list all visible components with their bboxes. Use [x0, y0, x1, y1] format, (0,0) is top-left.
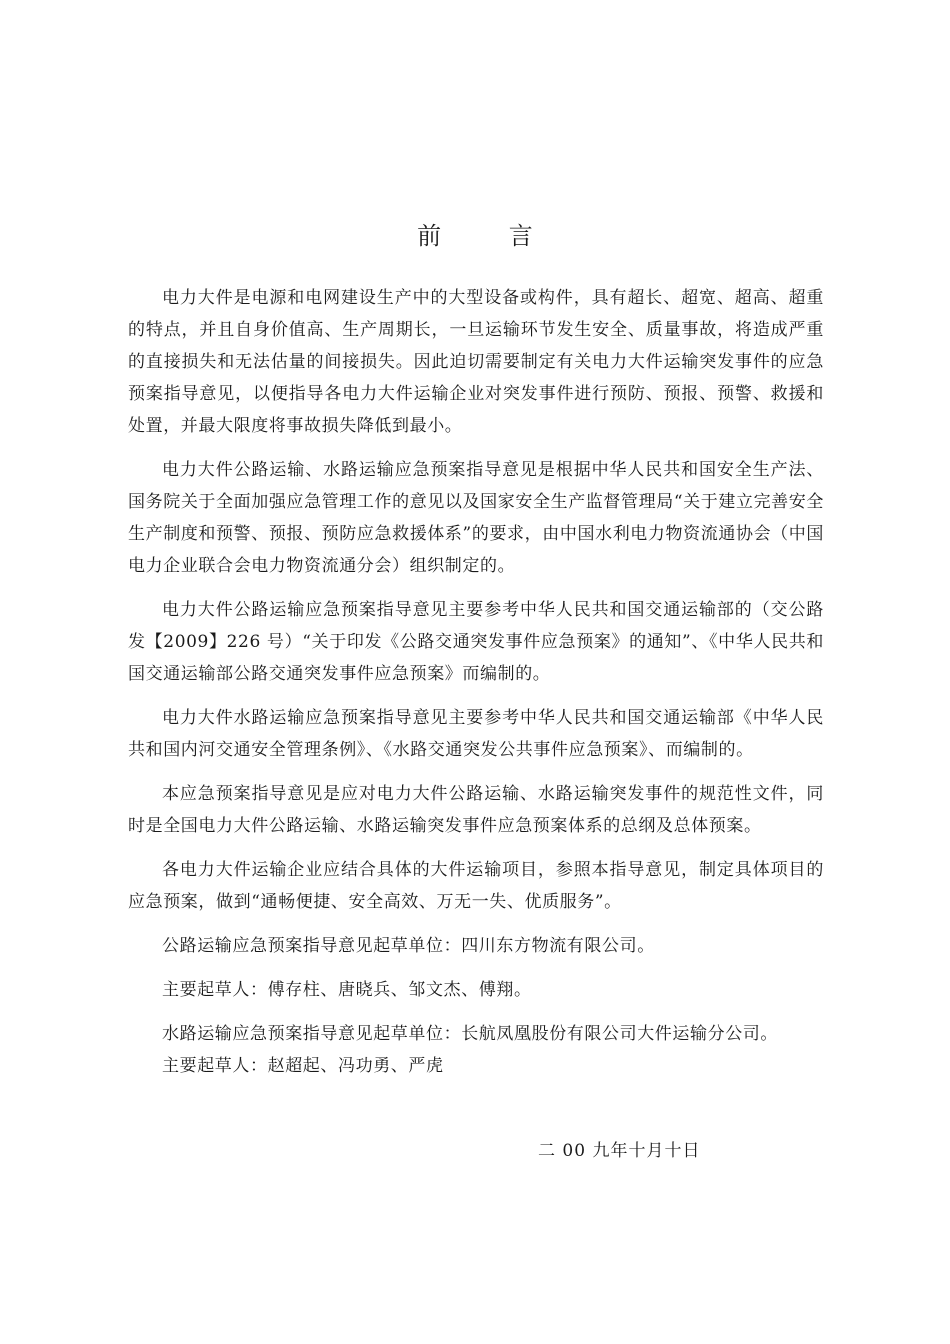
paragraph-intro: 电力大件是电源和电网建设生产中的大型设备或构件，具有超长、超宽、超高、超重的特点，并且自身价值高、生产周期长，一旦运输环节发生安全、质量事故，将造成严重的直接损失和无法估量的间接损失。因此迫切需要制定有关电力大件运输突发事件的应急预案指导意见，以便指导各电力大件运输企业对突发事件进行预防、预报、预警、救援和处置，并最大限度将事故损失降低到最小。 [128, 288, 824, 436]
page-title: 前 言 [417, 222, 563, 250]
paragraph-requirement: 各电力大件运输企业应结合具体的大件运输项目，参照本指导意见，制定具体项目的应急预案，做到“通畅便捷、安全高效、万无一失、优质服务”。 [128, 860, 824, 912]
paragraph-water-drafter-unit: 水路运输应急预案指导意见起草单位：长航凤凰股份有限公司大件运输分公司。 [162, 1024, 778, 1044]
paragraph-basis: 电力大件公路运输、水路运输应急预案指导意见是根据中华人民共和国安全生产法、国务院关于全面加强应急管理工作的意见以及国家安全生产监督管理局“关于建立完善安全生产制度和预警、预报、预防应急救援体系”的要求，由中国水利电力物资流通协会（中国电力企业联合会电力物资流通分会）组织制定的。 [128, 460, 824, 576]
paragraph-road-drafter-unit: 公路运输应急预案指导意见起草单位：四川东方物流有限公司。 [162, 936, 655, 956]
paragraph-road-reference: 电力大件公路运输应急预案指导意见主要参考中华人民共和国交通运输部的（交公路发【2009】226 号）“关于印发《公路交通突发事件应急预案》的通知”、《中华人民共和国交通运输部公路交通突发事件应急预案》而编制的。 [128, 600, 824, 684]
document-date: 二 00 九年十月十日 [538, 1141, 701, 1161]
document-body [128, 282, 824, 1082]
paragraph-road-drafters: 主要起草人：傅存柱、唐晓兵、邹文杰、傅翔。 [162, 980, 532, 1000]
paragraph-scope: 本应急预案指导意见是应对电力大件公路运输、水路运输突发事件的规范性文件，同时是全国电力大件公路运输、水路运输突发事件应急预案体系的总纲及总体预案。 [128, 784, 824, 836]
paragraph-water-reference: 电力大件水路运输应急预案指导意见主要参考中华人民共和国交通运输部《中华人民共和国内河交通安全管理条例》、《水路交通突发公共事件应急预案》、而编制的。 [128, 708, 824, 760]
paragraph-water-drafters: 主要起草人：赵超起、冯功勇、严虎 [162, 1056, 444, 1076]
